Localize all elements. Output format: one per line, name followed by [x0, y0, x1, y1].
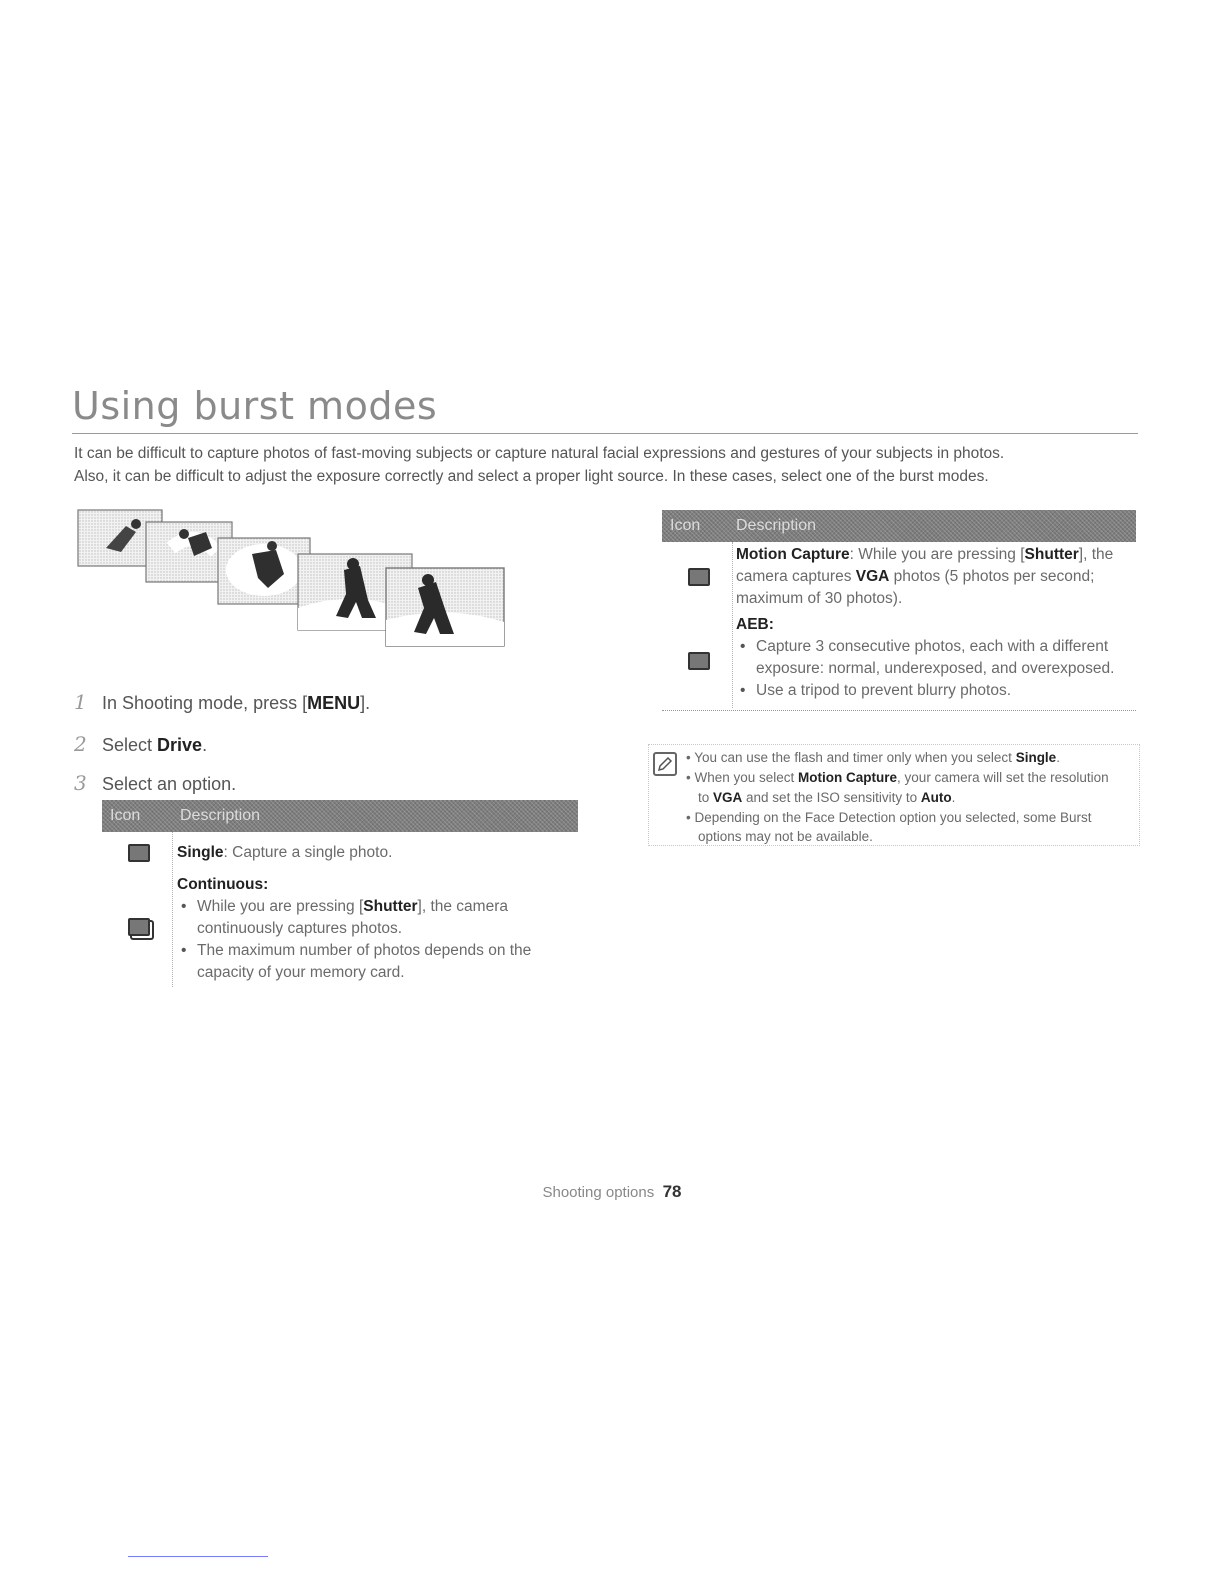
aeb-icon	[688, 652, 710, 670]
left-table-header	[102, 800, 578, 832]
step-number: 2	[74, 732, 87, 756]
page-title: Using burst modes	[72, 384, 438, 428]
note-item-3-continued: options may not be available.	[698, 829, 873, 844]
bottom-rule	[128, 1556, 268, 1557]
step-number: 1	[74, 690, 87, 714]
step-2: 2 Select Drive.	[74, 732, 208, 756]
intro-line-1: It can be difficult to capture photos of fast-moving subjects or capture natural facial expressions and gestures of your subjects in photos.	[74, 445, 1005, 462]
column-header-icon: Icon	[110, 807, 141, 824]
column-header-description: Description	[180, 807, 261, 824]
continuous-shot-icon	[128, 918, 150, 936]
note-item-2: • When you select Motion Capture, your camera will set the resolution	[686, 770, 1109, 785]
note-item-3: • Depending on the Face Detection option you selected, some Burst	[686, 810, 1092, 825]
right-table-bottom-rule	[662, 710, 1136, 711]
right-table-column-divider	[732, 542, 733, 708]
drive-option: Drive	[157, 735, 203, 755]
single-shot-icon	[128, 844, 150, 862]
page-footer	[0, 1182, 1224, 1202]
single-row: Single: Capture a single photo.	[177, 844, 393, 861]
motion-capture-icon	[688, 568, 710, 586]
note-item-2-continued: to VGA and set the ISO sensitivity to Auto.	[698, 790, 956, 805]
note-pencil-icon	[653, 752, 677, 776]
continuous-row: Continuous: • While you are pressing [Shutter], the camera continuously captures photos. • The maximum number of photos depends on the capacity of your memory card.	[177, 876, 532, 981]
note-item-1: • You can use the flash and timer only when you select Single.	[686, 750, 1060, 765]
intro-line-2: Also, it can be difficult to adjust the exposure correctly and select a proper light source. In these cases, select one of the burst modes.	[74, 468, 989, 485]
column-header-description: Description	[736, 517, 817, 534]
vga-resolution-badge: VGA	[855, 568, 890, 585]
left-table-column-divider	[172, 832, 173, 987]
vga-resolution-badge: VGA	[713, 790, 743, 805]
menu-key: MENU	[307, 693, 361, 713]
step-3: 3 Select an option.	[74, 771, 237, 795]
column-header-icon: Icon	[670, 517, 701, 534]
footer-section-name: Shooting options	[542, 1184, 655, 1201]
step-number: 3	[74, 771, 87, 795]
step-1: 1 In Shooting mode, press [MENU].	[74, 690, 371, 714]
title-divider	[72, 433, 1138, 434]
burst-sequence-illustration	[76, 508, 506, 648]
motion-capture-row: Motion Capture: While you are pressing [Shutter], the camera captures VGA photos (5 photos per second; maximum of 30 photos).	[736, 546, 1114, 607]
page-number: 78	[662, 1182, 682, 1201]
aeb-row: AEB: • Capture 3 consecutive photos, each with a different exposure: normal, underexposed, and overexposed. • Use a tripod to prevent blurry photos.	[736, 616, 1115, 699]
burst-frame-5	[386, 568, 504, 646]
burst-frame-3	[218, 538, 310, 604]
right-table-header	[662, 510, 1136, 542]
